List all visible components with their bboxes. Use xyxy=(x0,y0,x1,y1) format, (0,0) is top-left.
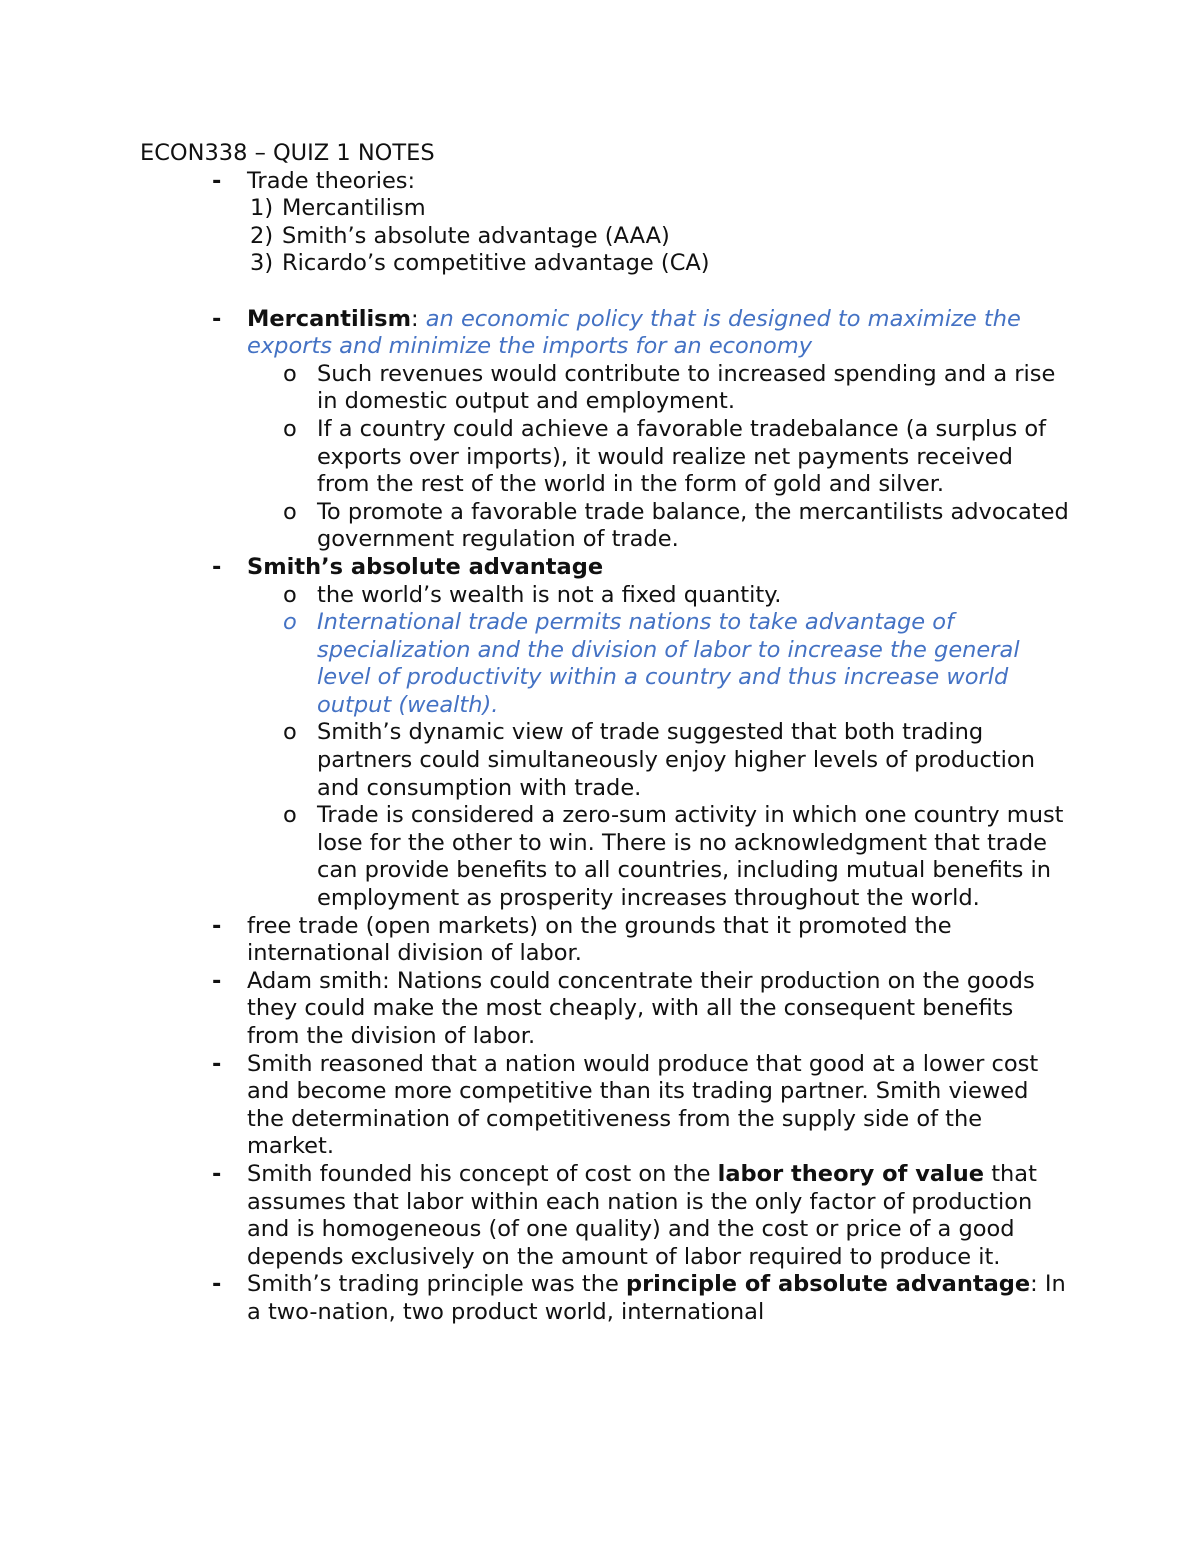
document-body xyxy=(140,140,1070,1327)
colon: : xyxy=(411,305,426,332)
trade-theories-label: Trade theories: xyxy=(247,167,416,194)
list-item-text: : In a two-nation, two product world, international xyxy=(247,1271,1066,1325)
sub-bullet-item-highlight xyxy=(140,609,1070,719)
sub-bullet-text: To promote a favorable trade balance, the mercantilists advocated government regulation of trade. xyxy=(317,498,1069,553)
dash-bullet: - xyxy=(212,1160,222,1187)
list-item-text: that assumes that labor within each nation is the only factor of production and is homogeneous (of one quality) and the cost or price of a good depends exclusively on the amount of labor required to produce it. xyxy=(247,1160,1037,1270)
list-item xyxy=(140,1161,1070,1271)
sub-bullet-item xyxy=(140,719,1070,802)
dash-bullet: - xyxy=(212,912,222,939)
sub-bullet-item xyxy=(140,416,1070,499)
sub-bullet-text: the world’s wealth is not a fixed quantity. xyxy=(317,581,782,608)
sub-bullet-item xyxy=(140,582,1070,610)
sub-bullet-text: Trade is considered a zero-sum activity in which one country must lose for the other to win. There is no acknowledgment that trade can provide benefits to all countries, including mutual benefits in employment as prosperity increases throughout the world. xyxy=(317,802,1064,912)
labor-theory-term: labor theory of value xyxy=(717,1160,985,1187)
circle-bullet: o xyxy=(283,719,297,746)
dash-bullet: - xyxy=(212,967,222,994)
dash-bullet: - xyxy=(212,1271,222,1298)
item-number: 2) xyxy=(250,222,274,249)
sub-bullet-text: International trade permits nations to take advantage of specialization and the division of labor to increase the general level of productivity within a country and thus increase world output (wealth). xyxy=(317,609,1020,718)
list-item xyxy=(140,913,1070,968)
dash-bullet: - xyxy=(212,553,222,580)
numbered-item xyxy=(140,223,1070,251)
list-item-text: free trade (open markets) on the grounds that it promoted the international division of labor. xyxy=(247,912,952,967)
item-text: Mercantilism xyxy=(282,195,426,222)
list-item xyxy=(140,1271,1070,1326)
dash-bullet: - xyxy=(212,305,222,332)
sub-bullet-text: Smith’s dynamic view of trade suggested that both trading partners could simultaneously enjoy higher levels of production and consumption with trade. xyxy=(317,719,1035,801)
list-item-text: Smith founded his concept of cost on the xyxy=(247,1160,718,1187)
list-item-text: Smith’s trading principle was the xyxy=(247,1271,626,1298)
circle-bullet: o xyxy=(283,802,297,829)
circle-bullet: o xyxy=(283,360,297,387)
smith-heading: Smith’s absolute advantage xyxy=(247,553,604,580)
page-title: ECON338 – QUIZ 1 NOTES xyxy=(140,140,435,166)
list-item xyxy=(140,968,1070,1051)
mercantilism-term: Mercantilism xyxy=(247,305,412,332)
list-item-text: Adam smith: Nations could concentrate their production on the goods they could make the most cheaply, with all the consequent benefits from the division of labor. xyxy=(247,967,1035,1049)
item-number: 3) xyxy=(250,250,274,277)
list-item-trade-theories xyxy=(140,168,1070,196)
numbered-item xyxy=(140,250,1070,278)
list-item xyxy=(140,1051,1070,1161)
sub-bullet-item xyxy=(140,361,1070,416)
absolute-advantage-term: principle of absolute advantage xyxy=(625,1271,1031,1298)
dash-bullet: - xyxy=(212,167,222,194)
list-item-text: Smith reasoned that a nation would produce that good at a lower cost and become more competitive than its trading partner. Smith viewed the determination of competitiveness from the supply side of the market. xyxy=(247,1050,1039,1160)
dash-bullet: - xyxy=(212,1050,222,1077)
item-number: 1) xyxy=(250,195,274,222)
sub-bullet-item xyxy=(140,499,1070,554)
circle-bullet: o xyxy=(283,415,297,442)
item-text: Smith’s absolute advantage (AAA) xyxy=(282,222,670,249)
item-text: Ricardo’s competitive advantage (CA) xyxy=(282,250,710,277)
circle-bullet: o xyxy=(283,581,297,608)
sub-bullet-text: Such revenues would contribute to increased spending and a rise in domestic output and employment. xyxy=(317,360,1056,415)
list-item-mercantilism xyxy=(140,306,1070,361)
sub-bullet-text: If a country could achieve a favorable tradebalance (a surplus of exports over imports), it would realize net payments received from the rest of the world in the form of gold and silver. xyxy=(317,415,1047,498)
circle-bullet: o xyxy=(283,498,297,525)
mercantilism-definition: an economic policy that is designed to maximize the exports and minimize the imports for an economy xyxy=(247,305,1021,360)
numbered-item xyxy=(140,195,1070,223)
list-item-smith-heading xyxy=(140,554,1070,582)
spacer xyxy=(140,278,1070,306)
sub-bullet-item xyxy=(140,802,1070,912)
circle-bullet: o xyxy=(283,609,297,636)
